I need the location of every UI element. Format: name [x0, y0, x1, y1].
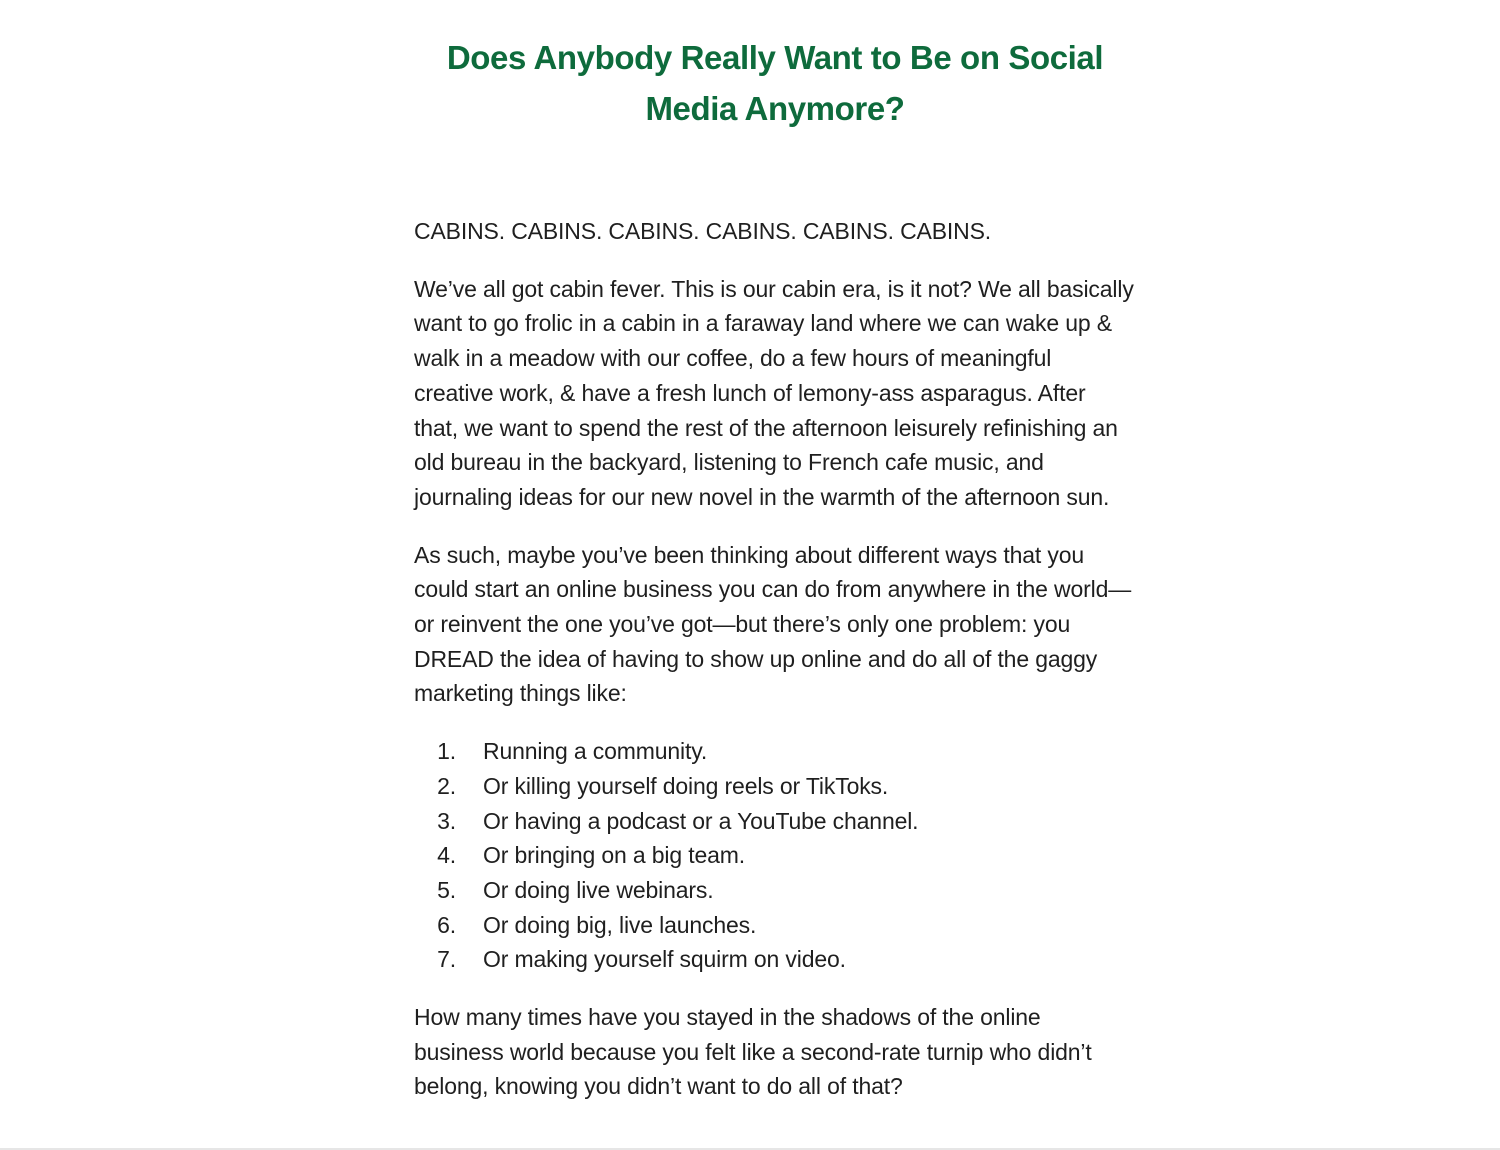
list-item-number: 7. [437, 946, 456, 973]
paragraph-cabin-fever: We’ve all got cabin fever. This is our cabin era, is it not? We all basically want to go frolic in a cabin in a faraway land where we can wake up & walk in a meadow with our coffee, do a few hours of meaningful creative work, & have a fresh lunch of lemony-ass asparagus. After that, we want to spend the rest of the afternoon leisurely refinishing an old bureau in the backyard, listening to French cafe music, and journaling ideas for our new novel in the warmth of the afternoon sun. [414, 275, 1134, 510]
marketing-things-list [414, 734, 1134, 977]
paragraph-online-business: As such, maybe you’ve been thinking about different ways that you could start an online business you can do from anywhere in the world—or reinvent the one you’ve got—but there’s only one problem: you DREAD the idea of having to show up online and do all of the gaggy marketing things like: [414, 541, 1132, 707]
list-item [414, 769, 1134, 804]
list-item-number: 2. [437, 772, 456, 799]
list-item-number: 5. [437, 876, 456, 903]
list-item-number: 4. [437, 842, 456, 869]
list-item-number: 1. [437, 738, 456, 765]
list-item-text: Or bringing on a big team. [483, 842, 746, 869]
list-item [414, 804, 1134, 839]
list-item [414, 873, 1134, 908]
list-item [414, 838, 1134, 873]
article-title: Does Anybody Really Want to Be on Social Media Anymore? [446, 39, 1104, 127]
list-item-text: Running a community. [483, 738, 708, 765]
list-item-text: Or killing yourself doing reels or TikToks. [483, 772, 889, 799]
paragraph-closing: How many times have you stayed in the shadows of the online business world because you felt like a second-rate turnip who didn’t belong, knowing you didn’t want to do all of that? [414, 1004, 1092, 1100]
list-item [414, 908, 1134, 943]
list-item [414, 734, 1134, 769]
list-item-text: Or doing big, live launches. [483, 911, 757, 938]
paragraph-cabins: CABINS. CABINS. CABINS. CABINS. CABINS. CABINS. [414, 218, 992, 244]
list-item-text: Or doing live webinars. [483, 876, 714, 903]
list-item-number: 3. [437, 807, 456, 834]
list-item-number: 6. [437, 911, 456, 938]
article-body [414, 214, 1134, 1127]
list-item [414, 942, 1134, 977]
list-item-text: Or making yourself squirm on video. [483, 946, 846, 973]
list-item-text: Or having a podcast or a YouTube channel. [483, 807, 919, 834]
